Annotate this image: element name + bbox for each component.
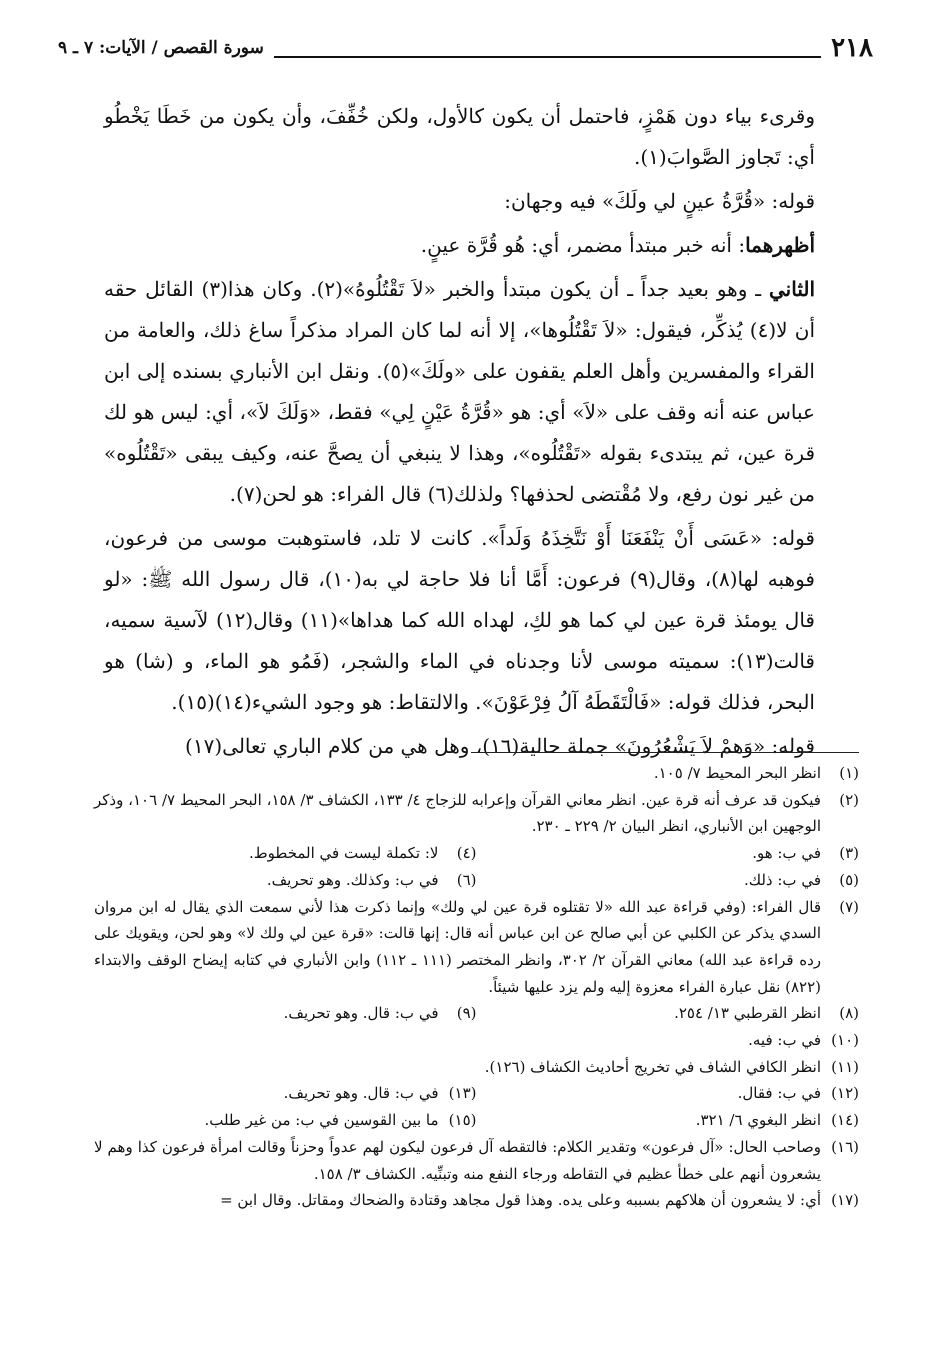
lead-word: أظهرهما xyxy=(745,233,815,257)
footnote: (١١) انظر الكافي الشاف في تخريج أحاديث الكشاف (١٢٦). xyxy=(484,1057,859,1076)
surah-title: سورة القصص / الآيات: ٧ ـ ٩ xyxy=(58,38,264,58)
paragraph: قوله: «قُرَّةُ عينٍ لي ولَكَ» فيه وجهان: xyxy=(504,189,815,213)
lead-word: الثاني xyxy=(769,277,816,301)
paragraph: قوله: «وَهمْ لاَ يَشْعُرُونَ» جملة حالية(١٦)، وهل هي من كلام الباري تعالى(١٧) xyxy=(185,734,815,758)
footnote-separator xyxy=(471,752,859,753)
footnote: (٢) فيكون قد عرف أنه قرة عين. انظر معاني القرآن وإعرابه للزجاج ٤/ ١٣٣، الكشاف ٣/ ١٥٨، البحر المحيط ٧/ ١٠٦، وذكر الوجهين ابن الأنباري، انظر البيان ٢/ ٢٢٩ ـ ٢٣٠. xyxy=(94,790,859,836)
main-text xyxy=(104,96,815,770)
paragraph: وقرىء بياء دون هَمْزٍ، فاحتمل أن يكون كالأول، ولكن خُفِّفَ، وأن يكون من خَطَا يَخْطُو أي: تَجاوز الصَّوابَ(١). xyxy=(104,104,815,169)
footnote: (١٠) في ب: فيه. xyxy=(748,1031,859,1050)
paragraph: أظهرهما: أنه خبر مبتدأ مضمر، أي: هُو قُرَّة عينٍ. xyxy=(420,233,815,257)
footnotes xyxy=(94,760,859,1214)
footnote: (٧) قال الفراء: (وفي قراءة عبد الله «لا تقتلوه قرة عين لي ولك» وإنما ذكرت هذا لأني سمعت الذي يقال له ابن مروان السدي يذكر عن الكلبي عن أبي صالح عن ابن عباس أنه قال: إنها قالت: «قرة عين لي ولك لا» وهو لحن، ويقويك على رده قراءة عبد الله) معاني القرآن ٢/ ٣٠٢، وانظر المختصر (١١١ ـ ١١٢) وابن الأنباري في كتابه إيضاح الوقف والابتداء (٨٢٢) نقل عبارة الفراء معزوة إليه ولم يزد عليها شيئاً. xyxy=(94,897,859,996)
footnote-pair: (١٤) انظر البغوي ٦/ ٣٢١. (١٥) ما بين القوسين في ب: من غير طلب. xyxy=(204,1111,859,1130)
running-header xyxy=(58,26,873,66)
paragraph: قوله: «عَسَى أَنْ يَنْفَعَنَا أَوْ نَتَّخِذَهُ وَلَداً». كانت لا تلد، فاستوهبت موسى من فرعون، فوهبه لها(٨)، وقال(٩) فرعون: أَمَّا أنا فلا حاجة لي به(١٠)، قال رسول الله ﷺ: «لو قال يومئذ قرة عين لي كما هو لكِ، لهداه الله كما هداها»(١١) وقال(١٢) لآسية سميه، قالت(١٣): سميته موسى لأنا وجدناه في الماء والشجر، (فَمُو هو الماء، و (شا) هو البحر، فذلك قوله: «فَالْتَقَطَهُ آلُ فِرْعَوْنَ». والالتقاط: هو وجود الشيء(١٤)(١٥). xyxy=(104,526,815,714)
footnote: (١٦) وصاحب الحال: «آل فرعون» وتقدير الكلام: فالتقطه آل فرعون ليكون لهم عدواً وحزناً وقالت امرأة فرعون كذا وهم لا يشعرون أنهم على خطأ عظيم في التقاطه ورجاء النفع منه وتبنِّيه. الكشاف ٣/ ١٥٨. xyxy=(94,1137,859,1183)
header-rule xyxy=(274,56,821,58)
footnote: (١) انظر البحر المحيط ٧/ ١٠٥. xyxy=(653,764,859,782)
footnote-pair: (٣) في ب: هو. (٤) لا: تكملة ليست في المخطوط. xyxy=(249,844,859,863)
paragraph: الثاني ـ وهو بعيد جداً ـ أن يكون مبتدأ والخبر «لاَ تَقْتُلُوهُ»(٢). وكان هذا(٣) القائل حقه أن لا(٤) يُذكِّر، فيقول: «لاَ تَقْتُلُوها»، إلا أنه لما كان المراد مذكراً ساغ ذلك، والعامة من القراء والمفسرين وأهل العلم يقفون على «ولَكَ»(٥). ونقل ابن الأنباري بسنده إلى ابن عباس عنه أنه وقف على «لاَ» أي: هو «قُرَّةُ عَيْنٍ لِي» فقط، «وَلَكَ لاَ»، أي: ليس هو لك قرة عين، ثم يبتدىء بقوله «تَقْتُلُوه»، وهذا لا ينبغي أن يصحَّ عنه، وكيف يبقى «تَقْتُلُوه» من غير نون رفع، ولا مُقْتضى لحذفها؟ ولذلك(٦) قال الفراء: هو لحن(٧). xyxy=(104,277,816,506)
footnote-pair: (١٢) في ب: فقال. (١٣) في ب: قال. وهو تحريف. xyxy=(283,1084,859,1103)
footnote: (١٧) أي: لا يشعرون أن هلاكهم بسببه وعلى يده. وهذا قول مجاهد وقتادة والضحاك ومقاتل. وقال ابن = xyxy=(220,1191,859,1210)
footnote-pair: (٨) انظر القرطبي ١٣/ ٢٥٤. (٩) في ب: قال. وهو تحريف. xyxy=(283,1004,859,1023)
footnote-pair: (٥) في ب: ذلك. (٦) في ب: وكذلك. وهو تحريف. xyxy=(266,870,859,889)
page-number: ٢١٨ xyxy=(831,33,873,63)
